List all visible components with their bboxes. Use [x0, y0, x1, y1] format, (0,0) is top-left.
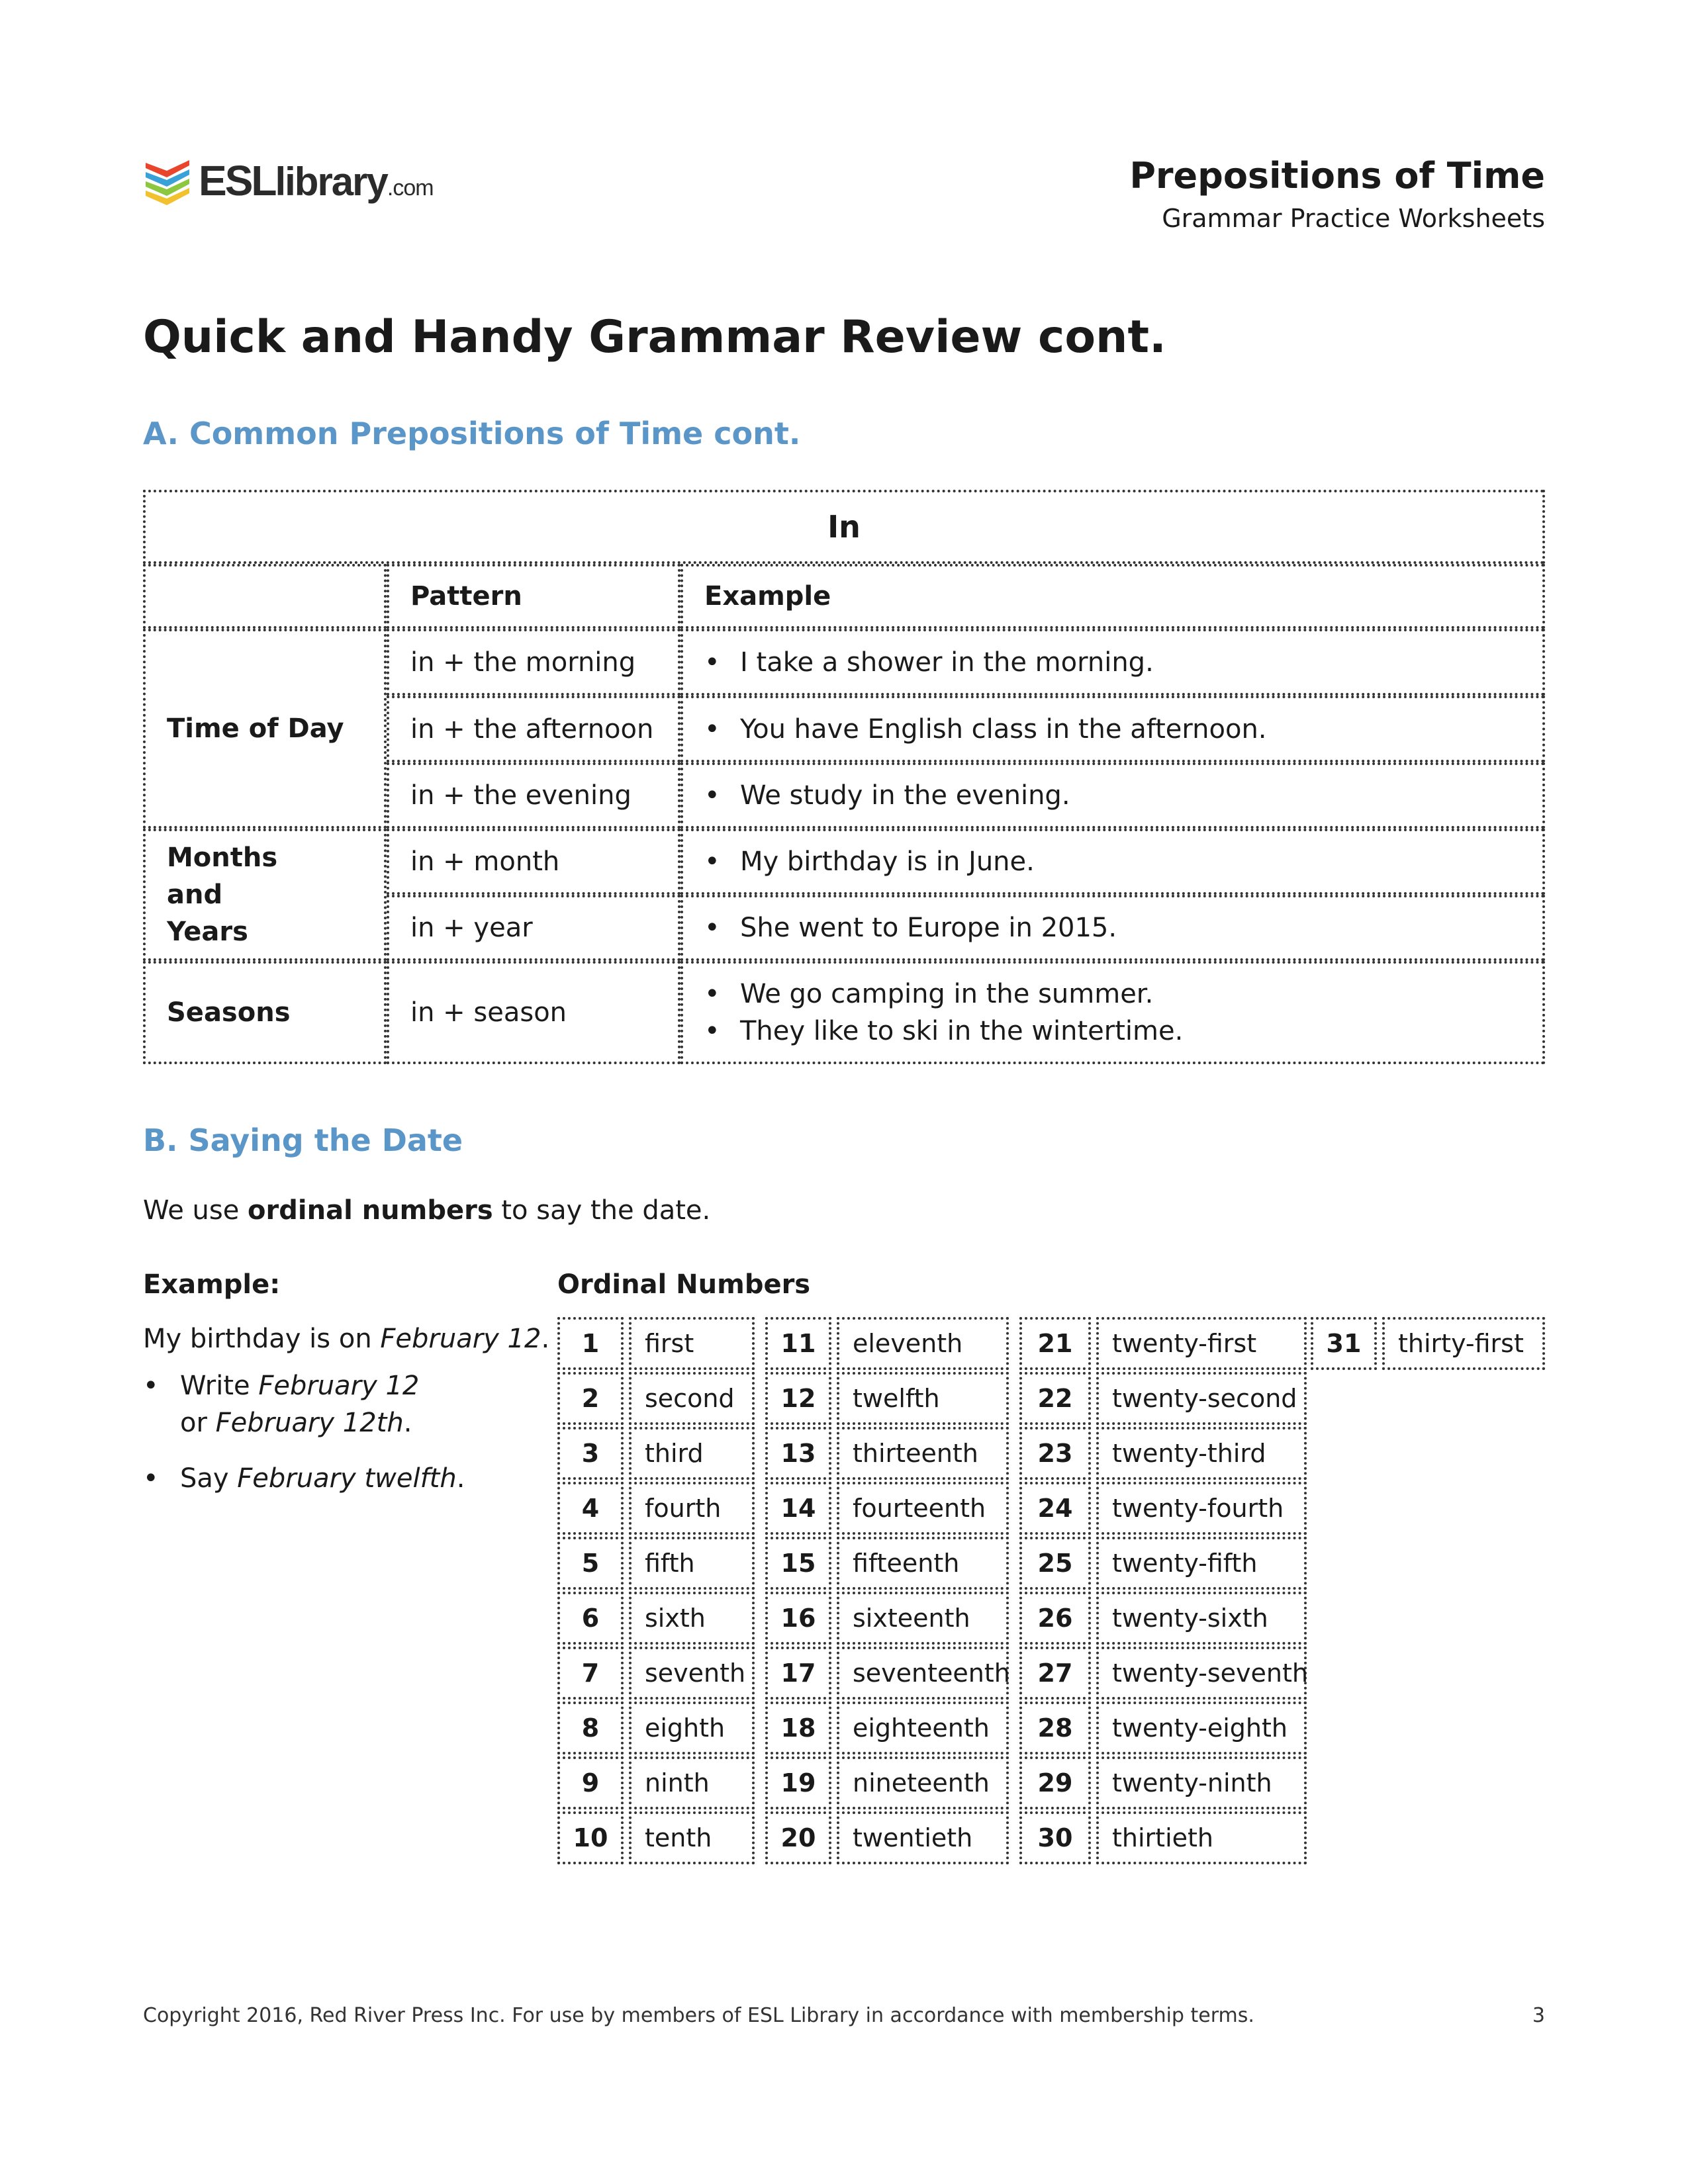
- section-b-heading: B. Saying the Date: [143, 1122, 463, 1158]
- page-title: Quick and Handy Grammar Review cont.: [143, 311, 1166, 363]
- ordinal-number: 15: [765, 1537, 831, 1590]
- ordinal-word: third: [629, 1427, 755, 1480]
- ordinal-number: 22: [1019, 1372, 1091, 1425]
- ordinal-number: 17: [765, 1647, 831, 1700]
- example-bullet-say: • Say February twelfth.: [143, 1460, 465, 1497]
- ordinal-word: fourteenth: [837, 1482, 1009, 1535]
- pattern-cell: in + the afternoon: [387, 696, 680, 762]
- ordinal-number: 9: [557, 1756, 624, 1809]
- ordinals-label: Ordinal Numbers: [557, 1269, 811, 1300]
- ordinal-word: twelfth: [837, 1372, 1009, 1425]
- ordinal-number: 16: [765, 1592, 831, 1645]
- header-example: Example: [680, 564, 1545, 629]
- page-number: 3: [1532, 2004, 1545, 2027]
- ordinal-number: 2: [557, 1372, 624, 1425]
- ordinal-word: fourth: [629, 1482, 755, 1535]
- worksheet-subtitle: Grammar Practice Worksheets: [1162, 204, 1545, 233]
- ordinal-number: 26: [1019, 1592, 1091, 1645]
- esl-library-logo: [143, 152, 434, 212]
- group-label-time-of-day: Time of Day: [143, 629, 387, 829]
- ordinal-word: tenth: [629, 1811, 755, 1864]
- logo-wordmark: ESLlibrary.com: [199, 157, 434, 205]
- ordinal-word: twenty-fourth: [1096, 1482, 1307, 1535]
- ordinal-number: 21: [1019, 1317, 1091, 1370]
- ordinal-word: twenty-sixth: [1096, 1592, 1307, 1645]
- ordinal-word: eighteenth: [837, 1702, 1009, 1754]
- stacked-books-icon: [143, 158, 192, 208]
- ordinal-word: twenty-eighth: [1096, 1702, 1307, 1754]
- ordinal-number: 14: [765, 1482, 831, 1535]
- example-cell: • She went to Europe in 2015.: [680, 895, 1545, 961]
- example-sentence: My birthday is on February 12.: [143, 1324, 550, 1354]
- ordinal-word: twenty-third: [1096, 1427, 1307, 1480]
- example-cell: • We go camping in the summer. • They like to ski in the wintertime.: [680, 961, 1545, 1064]
- ordinal-word: seventeenth: [837, 1647, 1009, 1700]
- ordinal-number: 19: [765, 1756, 831, 1809]
- ordinal-word: thirteenth: [837, 1427, 1009, 1480]
- intro-sentence: We use ordinal numbers to say the date.: [143, 1195, 711, 1226]
- ordinal-word: fifteenth: [837, 1537, 1009, 1590]
- ordinal-word: twenty-first: [1096, 1317, 1307, 1370]
- ordinal-word: fifth: [629, 1537, 755, 1590]
- ordinal-number: 27: [1019, 1647, 1091, 1700]
- ordinal-number: 29: [1019, 1756, 1091, 1809]
- ordinal-number: 8: [557, 1702, 624, 1754]
- table-title: In: [143, 490, 1545, 564]
- ordinal-word: nineteenth: [837, 1756, 1009, 1809]
- ordinal-number: 23: [1019, 1427, 1091, 1480]
- ordinal-word: twenty-second: [1096, 1372, 1307, 1425]
- ordinal-word: twentieth: [837, 1811, 1009, 1864]
- ordinal-number: 24: [1019, 1482, 1091, 1535]
- ordinal-number: 11: [765, 1317, 831, 1370]
- ordinal-number: 30: [1019, 1811, 1091, 1864]
- pattern-cell: in + season: [387, 961, 680, 1064]
- pattern-cell: in + the evening: [387, 762, 680, 829]
- group-label-months-years: Months and Years: [143, 829, 387, 961]
- ordinal-number: 31: [1311, 1317, 1377, 1370]
- ordinal-word: second: [629, 1372, 755, 1425]
- ordinal-number: 5: [557, 1537, 624, 1590]
- worksheet-title: Prepositions of Time: [1129, 155, 1545, 197]
- ordinal-number: 7: [557, 1647, 624, 1700]
- ordinal-number: 28: [1019, 1702, 1091, 1754]
- ordinal-word: eighth: [629, 1702, 755, 1754]
- ordinal-word: twenty-seventh: [1096, 1647, 1307, 1700]
- ordinal-number: 13: [765, 1427, 831, 1480]
- ordinal-word: thirtieth: [1096, 1811, 1307, 1864]
- example-cell: • My birthday is in June.: [680, 829, 1545, 895]
- ordinal-word: first: [629, 1317, 755, 1370]
- pattern-cell: in + year: [387, 895, 680, 961]
- header-empty-cell: [143, 564, 387, 629]
- ordinal-number: 1: [557, 1317, 624, 1370]
- copyright-notice: Copyright 2016, Red River Press Inc. For use by members of ESL Library in accordance with membership terms.: [143, 2004, 1254, 2027]
- header-pattern: Pattern: [387, 564, 680, 629]
- ordinal-word: eleventh: [837, 1317, 1009, 1370]
- example-label: Example:: [143, 1269, 281, 1300]
- section-a-heading: A. Common Prepositions of Time cont.: [143, 416, 801, 451]
- ordinal-word: twenty-ninth: [1096, 1756, 1307, 1809]
- example-cell: • We study in the evening.: [680, 762, 1545, 829]
- ordinal-number: 20: [765, 1811, 831, 1864]
- ordinal-number: 6: [557, 1592, 624, 1645]
- ordinal-number: 12: [765, 1372, 831, 1425]
- ordinal-word: sixth: [629, 1592, 755, 1645]
- ordinal-word: twenty-fifth: [1096, 1537, 1307, 1590]
- ordinal-number: 18: [765, 1702, 831, 1754]
- ordinal-number: 25: [1019, 1537, 1091, 1590]
- example-cell: • I take a shower in the morning.: [680, 629, 1545, 696]
- pattern-cell: in + month: [387, 829, 680, 895]
- ordinal-number: 10: [557, 1811, 624, 1864]
- ordinal-word: sixteenth: [837, 1592, 1009, 1645]
- ordinal-word: ninth: [629, 1756, 755, 1809]
- example-bullet-write: • Write February 12 or February 12th.: [143, 1367, 419, 1441]
- example-cell: • You have English class in the afternoon.: [680, 696, 1545, 762]
- group-label-seasons: Seasons: [143, 961, 387, 1064]
- ordinal-word: seventh: [629, 1647, 755, 1700]
- pattern-cell: in + the morning: [387, 629, 680, 696]
- ordinal-word: thirty-first: [1382, 1317, 1545, 1370]
- ordinal-number: 3: [557, 1427, 624, 1480]
- ordinal-number: 4: [557, 1482, 624, 1535]
